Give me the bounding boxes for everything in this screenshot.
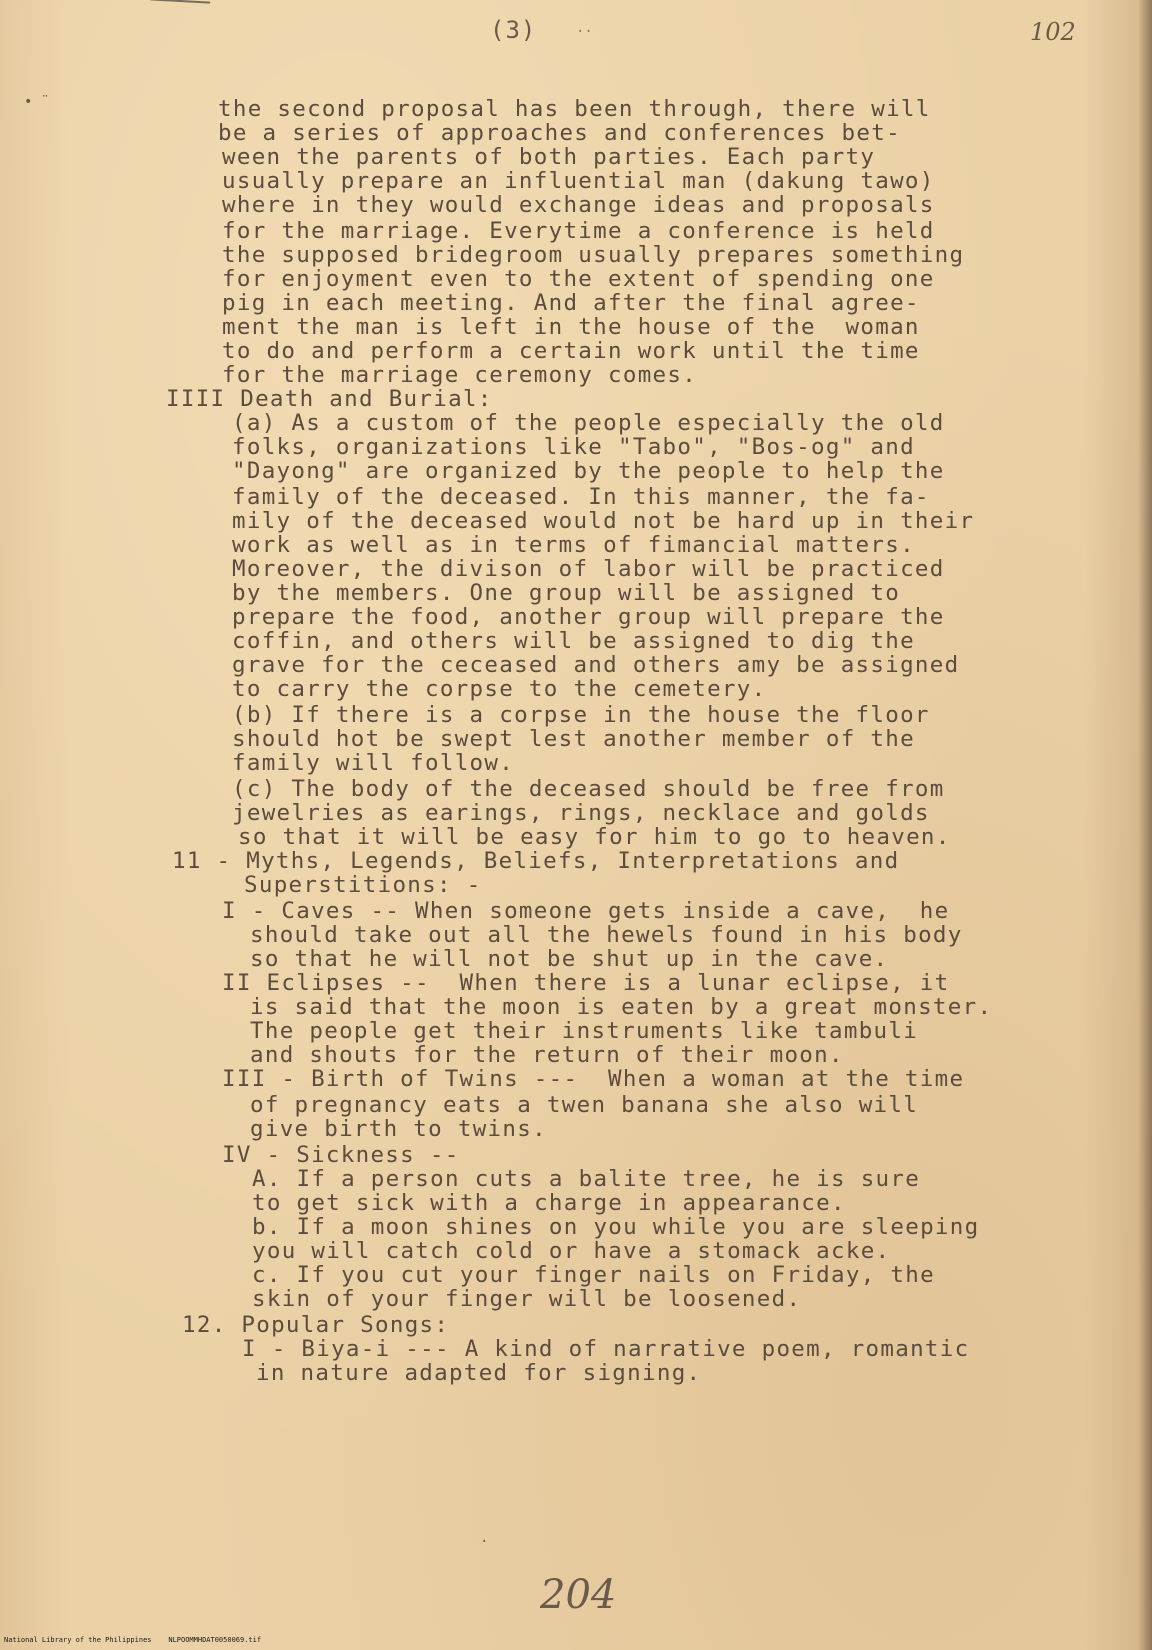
section-heading: IIII Death and Burial:: [166, 386, 493, 412]
text-line: to get sick with a charge in appearance.: [252, 1190, 846, 1216]
section-heading: 11 - Myths, Legends, Beliefs, Interpretations and: [172, 848, 900, 874]
text-line: folks, organizations like "Tabo", "Bos-og" and: [232, 434, 915, 460]
text-line: skin of your finger will be loosened.: [252, 1286, 802, 1312]
text-line: to carry the corpse to the cemetery.: [232, 676, 767, 702]
text-line: you will catch cold or have a stomack acke.: [252, 1238, 891, 1264]
text-line: c. If you cut your finger nails on Friday, the: [252, 1262, 935, 1288]
text-line: be a series of approaches and conferences bet-: [218, 120, 901, 146]
text-line: by the members. One group will be assigned to: [232, 580, 901, 606]
section-heading: 12. Popular Songs:: [182, 1312, 450, 1338]
archive-footer: National Library of the Philippines NLPOOMMHDAT0050069.tif: [4, 1636, 262, 1644]
text-line: III - Birth of Twins --- When a woman at the time: [222, 1066, 965, 1092]
text-line: ween the parents of both parties. Each party: [222, 144, 876, 170]
stray-dot: ·: [480, 1534, 489, 1550]
text-line: the supposed bridegroom usually prepares something: [222, 242, 965, 268]
text-line: family of the deceased. In this manner, the fa-: [232, 484, 930, 510]
handwritten-page-number: 204: [540, 1572, 617, 1618]
page-number: (3): [490, 16, 537, 44]
text-line: of pregnancy eats a twen banana she also will: [250, 1092, 919, 1118]
text-line: ment the man is left in the house of the woman: [222, 314, 920, 340]
text-line: I - Biya-i --- A kind of narrative poem, romantic: [242, 1336, 970, 1362]
text-line: prepare the food, another group will prepare the: [232, 604, 945, 630]
top-edge-mark: [150, 0, 210, 10]
text-line: A. If a person cuts a balite tree, he is sure: [252, 1166, 921, 1192]
text-line: family will follow.: [232, 750, 515, 776]
text-line: pig in each meeting. And after the final agree-: [222, 290, 920, 316]
text-line: work as well as in terms of fimancial matters.: [232, 532, 915, 558]
text-line: I - Caves -- When someone gets inside a cave, he: [222, 898, 950, 924]
text-line: Superstitions: -: [244, 872, 482, 898]
text-line: the second proposal has been through, there will: [218, 96, 931, 122]
text-line: for the marriage. Everytime a conference is held: [222, 218, 935, 244]
text-line: and shouts for the return of their moon.: [250, 1042, 844, 1068]
text-line: in nature adapted for signing.: [256, 1360, 702, 1386]
text-line: grave for the ceceased and others amy be assigned: [232, 652, 960, 678]
text-line: coffin, and others will be assigned to dig the: [232, 628, 915, 654]
text-line: for enjoyment even to the extent of spending one: [222, 266, 935, 292]
folio-number: 102: [1030, 18, 1076, 46]
text-line: "Dayong" are organized by the people to help the: [232, 458, 945, 484]
text-line: is said that the moon is eaten by a great monster.: [250, 994, 993, 1020]
text-line: so that it will be easy for him to go to heaven.: [238, 824, 951, 850]
text-line: b. If a moon shines on you while you are sleeping: [252, 1214, 980, 1240]
text-line: should take out all the hewels found in his body: [250, 922, 963, 948]
stray-mark: ..: [576, 20, 593, 36]
page-edge-shadow: [1138, 0, 1152, 1650]
text-line: to do and perform a certain work until the time: [222, 338, 920, 364]
text-line: for the marriage ceremony comes.: [222, 362, 698, 388]
text-line: (a) As a custom of the people especially the old: [232, 410, 945, 436]
text-line: so that he will not be shut up in the cave.: [250, 946, 889, 972]
text-line: The people get their instruments like tambuli: [250, 1018, 919, 1044]
text-line: mily of the deceased would not be hard up in their: [232, 508, 975, 534]
text-line: II Eclipses -- When there is a lunar eclipse, it: [222, 970, 950, 996]
margin-mark: • ¨: [24, 94, 50, 110]
text-line: IV - Sickness --: [222, 1142, 460, 1168]
text-line: should hot be swept lest another member of the: [232, 726, 915, 752]
text-line: where in they would exchange ideas and proposals: [222, 192, 935, 218]
text-line: (c) The body of the deceased should be free from: [232, 776, 945, 802]
text-line: jewelries as earings, rings, necklace and golds: [232, 800, 930, 826]
text-line: usually prepare an influential man (dakung tawo): [222, 168, 935, 194]
text-line: (b) If there is a corpse in the house the floor: [232, 702, 930, 728]
text-line: give birth to twins.: [250, 1116, 547, 1142]
text-line: Moreover, the divison of labor will be practiced: [232, 556, 945, 582]
